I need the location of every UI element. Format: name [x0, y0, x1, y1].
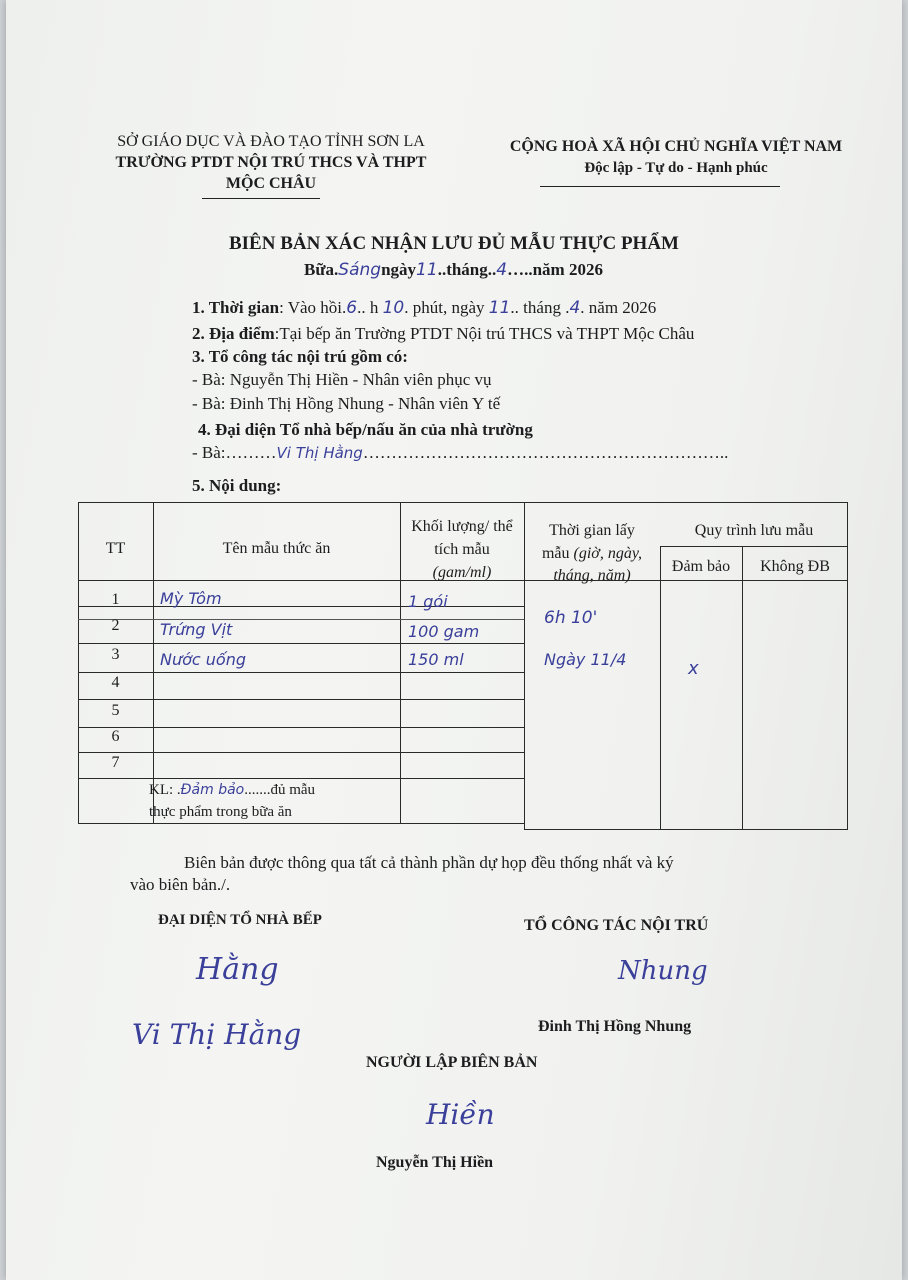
boarding-team-title: TỔ CÔNG TÁC NỘI TRÚ — [524, 917, 709, 934]
sample-date: Ngày 11/4 — [544, 650, 627, 669]
statement-line-2: vào biên bản./. — [130, 875, 231, 894]
header-weight-2: tích mẫu — [434, 541, 490, 558]
row-1-weight: 1 gói — [408, 592, 448, 611]
conclusion-line-2: thực phẩm trong bữa ăn — [149, 804, 292, 820]
conclusion-value: Đảm bảo — [180, 782, 245, 798]
meal-value: Sáng — [338, 260, 382, 280]
header-food-name: Tên mẫu thức ăn — [222, 540, 331, 557]
kitchen-rep-signature-name: Vi Thị Hằng — [132, 1018, 302, 1051]
content-heading: 5. Nội dung: — [192, 476, 282, 495]
kitchen-rep-signature: Hằng — [196, 952, 279, 987]
row-6-tt: 6 — [111, 728, 120, 745]
group-member-1: - Bà: Nguyễn Thị Hiền - Nhân viên phục vụ — [192, 370, 492, 389]
document-title: BIÊN BẢN XÁC NHẬN LƯU ĐỦ MẪU THỰC PHẨM — [228, 233, 679, 254]
header-department: SỞ GIÁO DỤC VÀ ĐÀO TẠO TỈNH SƠN LA — [117, 133, 425, 150]
header-tt: TT — [105, 540, 126, 557]
header-time-1: Thời gian lấy — [549, 522, 635, 539]
row-4-tt: 4 — [111, 674, 120, 691]
place-line: 2. Địa điểm:Tại bếp ăn Trường PTDT Nội trú THCS và THPT Mộc Châu — [192, 324, 695, 343]
boarding-team-name: Đinh Thị Hồng Nhung — [538, 1018, 692, 1035]
document-subtitle: Bữa.Sángngày11..tháng..4…..năm 2026 — [304, 260, 603, 280]
recorder-name: Nguyễn Thị Hiền — [376, 1154, 494, 1171]
header-process: Quy trình lưu mẫu — [694, 522, 814, 539]
recorder-title: NGƯỜI LẬP BIÊN BẢN — [366, 1054, 538, 1071]
header-not-ensured: Không ĐB — [760, 558, 830, 575]
month-value: 4 — [496, 260, 508, 280]
row-5-tt: 5 — [111, 702, 120, 719]
group-heading: 3. Tổ công tác nội trú gồm có: — [192, 347, 408, 366]
row-3-weight: 150 ml — [408, 650, 464, 669]
recorder-signature: Hiền — [426, 1098, 495, 1131]
statement-line-1: Biên bản được thông qua tất cả thành phần dự họp đều thống nhất và ký — [184, 853, 674, 872]
kitchen-rep-line: - Bà:………Vi Thị Hằng……………………………………………………….. — [192, 443, 729, 462]
kitchen-rep-title: ĐẠI DIỆN TỔ NHÀ BẾP — [158, 912, 322, 928]
group-member-2: - Bà: Đinh Thị Hồng Nhung - Nhân viên Y tế — [192, 394, 501, 413]
header-school-location: MỘC CHÂU — [225, 175, 317, 192]
sample-table — [78, 502, 848, 832]
ensured-mark: x — [688, 658, 699, 679]
document-page — [6, 0, 902, 1280]
row-2-name: Trứng Vịt — [160, 620, 233, 639]
conclusion-line-1: KL: .Đảm bảo.......đủ mẫu — [149, 782, 316, 798]
row-1-name: Mỳ Tôm — [160, 589, 222, 608]
header-ensured: Đảm bảo — [671, 558, 731, 575]
kitchen-rep-name: Vi Thị Hằng — [276, 444, 363, 462]
header-motto: Độc lập - Tự do - Hạnh phúc — [584, 160, 768, 176]
kitchen-rep-heading: 4. Đại diện Tổ nhà bếp/nấu ăn của nhà trường — [198, 420, 533, 439]
header-weight-1: Khối lượng/ thể — [411, 518, 513, 535]
header-right-underline — [540, 186, 780, 187]
row-3-tt: 3 — [111, 646, 120, 663]
sample-time: 6h 10' — [544, 608, 598, 628]
row-7-tt: 7 — [111, 754, 120, 771]
header-time-2: mẫu (giờ, ngày, — [541, 545, 643, 562]
row-1-tt: 1 — [111, 591, 120, 608]
header-school: TRƯỜNG PTDT NỘI TRÚ THCS VÀ THPT — [115, 154, 427, 171]
row-2-weight: 100 gam — [408, 622, 480, 641]
header-country: CỘNG HOÀ XÃ HỘI CHỦ NGHĨA VIỆT NAM — [509, 138, 843, 155]
day-value: 11 — [416, 260, 438, 280]
boarding-team-signature: Nhung — [618, 956, 708, 986]
header-time-3: tháng, năm) — [553, 567, 631, 584]
row-2-tt: 2 — [111, 617, 120, 634]
header-weight-3: (gam/ml) — [432, 564, 492, 581]
time-line: 1. Thời gian: Vào hồi.6.. h 10. phút, ngày 11.. tháng .4. năm 2026 — [192, 298, 657, 318]
row-3-name: Nước uống — [160, 650, 247, 669]
header-left-underline — [202, 198, 320, 199]
